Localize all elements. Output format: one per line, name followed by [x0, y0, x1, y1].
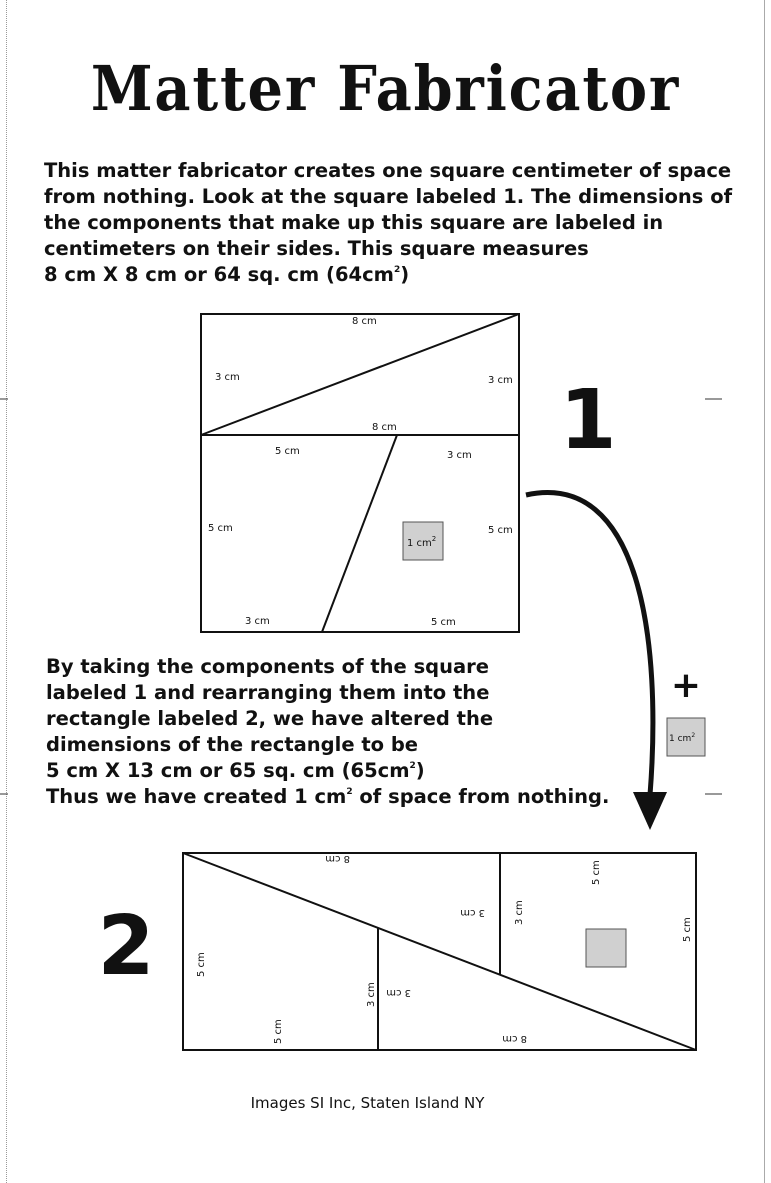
- dim-label: 5 cm: [196, 952, 207, 977]
- explanation-line: labeled 1 and rearranging them into the: [46, 681, 490, 704]
- explanation-line: By taking the components of the square: [46, 655, 490, 678]
- explanation-dims-line: [46, 758, 609, 784]
- dim-label: 3 cm: [488, 375, 513, 386]
- dim-label: 3 cm: [447, 450, 472, 461]
- dim-label: 3 cm: [460, 907, 485, 918]
- intro-line: the components that make up this square are labeled in: [44, 211, 664, 234]
- intro-line: This matter fabricator creates one square centimeter of space: [44, 159, 732, 182]
- dim-label: 5 cm: [275, 446, 300, 457]
- intro-area-text: 8 cm X 8 cm or 64 sq. cm (64cm: [44, 263, 394, 286]
- explanation-paragraph: [46, 654, 609, 810]
- intro-line: centimeters on their sides. This square measures: [44, 237, 589, 260]
- explanation-dims-text: 5 cm X 13 cm or 65 sq. cm (65cm: [46, 759, 410, 782]
- figure-1-number: 1: [559, 373, 617, 468]
- plus-sign: +: [670, 665, 702, 706]
- explanation-final-rest: of space from nothing.: [352, 785, 610, 808]
- figure-1-diagonal: [201, 314, 519, 435]
- dim-label: 8 cm: [372, 422, 397, 433]
- dim-label: 8 cm: [325, 853, 350, 864]
- figure-1-outline: [201, 314, 519, 632]
- explanation-line: dimensions of the rectangle to be: [46, 733, 419, 756]
- figure-2-unit-square: [586, 929, 626, 967]
- dim-label: 3 cm: [245, 616, 270, 627]
- dim-label: 5 cm: [591, 860, 602, 885]
- dim-label: 3 cm: [366, 982, 377, 1007]
- superscript: 2: [393, 265, 401, 275]
- explanation-final-line: [46, 784, 609, 810]
- dim-label: 5 cm: [431, 617, 456, 628]
- dim-label: 3 cm: [215, 372, 240, 383]
- extra-square-label: 1 $cm^2$: [669, 732, 696, 744]
- intro-line: from nothing. Look at the square labeled 1. The dimensions of: [44, 185, 733, 208]
- dim-label: 3 cm: [386, 987, 411, 998]
- figure-1-slant: [322, 435, 397, 632]
- dim-label: 5 cm: [208, 523, 233, 534]
- superscript: 2: [409, 761, 416, 771]
- superscript: 2: [346, 787, 353, 797]
- arrow-head: [633, 792, 667, 830]
- dim-label: 5 cm: [273, 1019, 284, 1044]
- figure-2-number: 2: [97, 899, 155, 994]
- credit-line: Images SI Inc, Staten Island NY: [250, 1094, 485, 1112]
- explanation-line: rectangle labeled 2, we have altered the: [46, 707, 494, 730]
- dim-label: 5 cm: [488, 525, 513, 536]
- page-title: Matter Fabricator: [90, 52, 681, 125]
- intro-area-close: ): [400, 263, 410, 286]
- dim-label: 3 cm: [514, 900, 525, 925]
- unit-square-label: 1 $cm^2$: [407, 535, 437, 549]
- explanation-dims-close: ): [415, 759, 425, 782]
- dim-label: 5 cm: [682, 917, 693, 942]
- dim-label: 8 cm: [352, 316, 377, 327]
- explanation-final-text: Thus we have created 1 cm: [46, 785, 347, 808]
- dim-label: 8 cm: [502, 1033, 527, 1044]
